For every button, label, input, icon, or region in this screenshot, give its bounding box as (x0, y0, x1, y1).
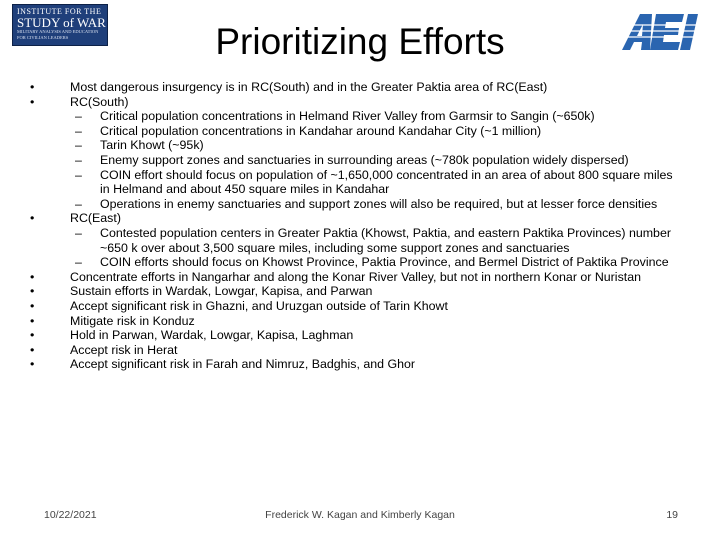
bullet-item (30, 211, 680, 226)
bullet-marker: • (30, 357, 35, 372)
bullet-marker: • (30, 80, 35, 94)
bullet-item (30, 357, 680, 372)
dash-marker: – (75, 109, 82, 124)
bullet-item (30, 270, 680, 285)
dash-marker: – (75, 167, 82, 182)
bullet-item (30, 343, 680, 358)
bullet-marker: • (30, 313, 35, 328)
bullet-text: RC(South) (70, 94, 129, 109)
bullet-text: Accept risk in Herat (70, 342, 178, 357)
sub-bullet-item (30, 255, 680, 270)
bullet-item (30, 80, 680, 95)
bullet-marker: • (30, 298, 35, 313)
bullet-text: Contested population centers in Greater Paktia (Khowst, Paktia, and eastern Paktika Provinces) number ~650 k over about 3,500 square miles, including some support zones and sanctuaries (100, 225, 671, 255)
sub-bullet-item (30, 153, 680, 168)
bullet-text: Sustain efforts in Wardak, Lowgar, Kapisa, and Parwan (70, 284, 373, 299)
sub-bullet-item (30, 197, 680, 212)
bullet-text: Concentrate efforts in Nangarhar and along the Konar River Valley, but not in northern Konar or Nuristan (70, 269, 641, 284)
dash-marker: – (75, 225, 82, 240)
dash-marker: – (75, 152, 82, 167)
sub-bullet-item (30, 109, 680, 124)
bullet-text: Accept significant risk in Ghazni, and Uruzgan outside of Tarin Khowt (70, 298, 448, 313)
bullet-marker: • (30, 211, 35, 226)
bullet-item (30, 284, 680, 299)
bullet-text: Most dangerous insurgency is in RC(South) and in the Greater Paktia area of RC(East) (70, 80, 548, 94)
sub-bullet-item (30, 226, 680, 255)
bullet-marker: • (30, 342, 35, 357)
bullet-text: Enemy support zones and sanctuaries in surrounding areas (~780k population widely dispersed) (100, 152, 629, 167)
bullet-marker: • (30, 269, 35, 284)
sub-bullet-item (30, 168, 680, 197)
bullet-item (30, 299, 680, 314)
page-number: 19 (666, 509, 678, 521)
dash-marker: – (75, 196, 82, 211)
slide-title: Prioritizing Efforts (215, 21, 505, 62)
bullet-text: Tarin Khowt (~95k) (100, 138, 204, 153)
footer-authors: Frederick W. Kagan and Kimberly Kagan (265, 509, 455, 521)
bullet-marker: • (30, 284, 35, 299)
bullet-text: Accept significant risk in Farah and Nimruz, Badghis, and Ghor (70, 357, 416, 372)
bullet-text: Critical population concentrations in Helmand River Valley from Garmsir to Sangin (~650k) (100, 109, 595, 124)
dash-marker: – (75, 123, 82, 138)
isw-logo-line3a: MILITARY ANALYSIS AND EDUCATION (17, 29, 99, 34)
bullet-text: Hold in Parwan, Wardak, Lowgar, Kapisa, Laghman (70, 328, 354, 343)
isw-logo-line2: STUDY of WAR (17, 15, 106, 30)
footer-date: 10/22/2021 (44, 509, 97, 521)
bullet-text: Operations in enemy sanctuaries and support zones will also be required, but at lesser force densities (100, 196, 658, 211)
bullet-text: COIN effort should focus on population of ~1,650,000 concentrated in an area of about 800 square miles in Helmand and about 450 square miles in Kandahar (100, 167, 673, 197)
dash-marker: – (75, 255, 82, 270)
isw-logo-line3b: FOR CIVILIAN LEADERS (17, 34, 69, 40)
bullet-item (30, 95, 680, 110)
bullet-list (30, 80, 680, 372)
bullet-item (30, 314, 680, 329)
bullet-marker: • (30, 328, 35, 343)
bullet-text: RC(East) (70, 211, 121, 226)
bullet-marker: • (30, 94, 35, 109)
sub-bullet-item (30, 138, 680, 153)
bullet-text: COIN efforts should focus on Khowst Province, Paktia Province, and Bermel District of Paktika Province (100, 255, 669, 270)
isw-logo-line1: INSTITUTE FOR THE (17, 7, 102, 16)
dash-marker: – (75, 138, 82, 153)
bullet-item (30, 328, 680, 343)
sub-bullet-item (30, 124, 680, 139)
bullet-text: Critical population concentrations in Kandahar around Kandahar City (~1 million) (100, 123, 542, 138)
bullet-text: Mitigate risk in Konduz (70, 313, 195, 328)
